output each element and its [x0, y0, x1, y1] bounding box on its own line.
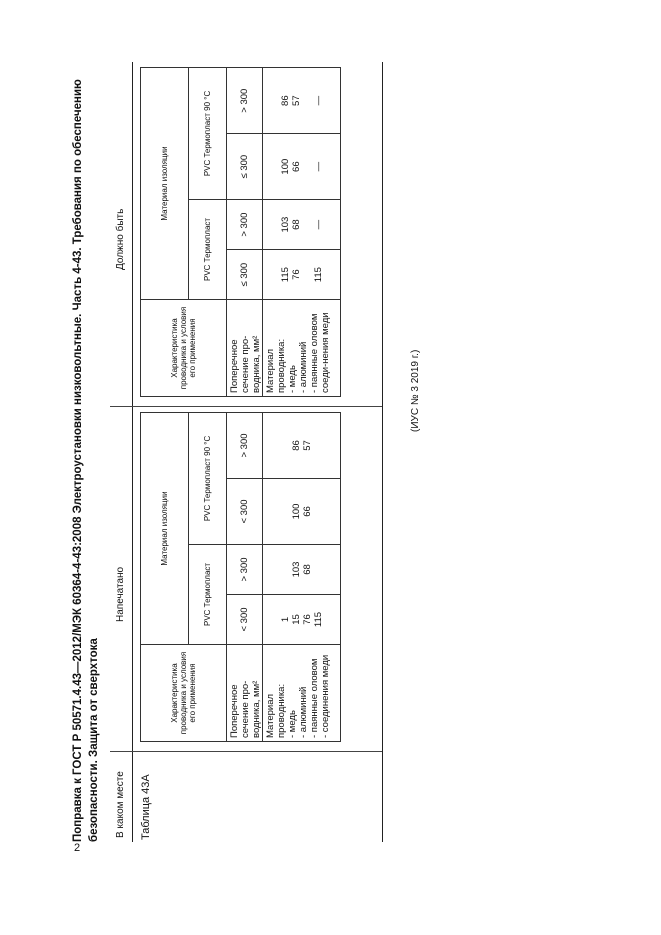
- printed-v1: 1 15 76 115: [263, 594, 341, 644]
- printed-table: [140, 412, 341, 742]
- correct-v1: 115 76 115: [263, 250, 341, 300]
- printed-material: Материал проводника: - медь - алюминий - паянные оловом - соединения меди: [263, 645, 341, 742]
- printed-char-header: Характеристика проводника и условия его применения: [141, 645, 227, 742]
- printed-cs1: < 300: [227, 594, 263, 644]
- correct-cross-section: Поперечное сечение про-водника, мм²: [227, 300, 263, 397]
- document-title: Поправка к ГОСТ Р 50571.4.43—2012/МЭК 60364-4-43:2008 Электроустановки низковольтные. Часть 4-43. Требования по обеспечению безопасности. Защита от сверхтока: [72, 79, 100, 842]
- col-where: В каком месте: [115, 771, 126, 838]
- correct-char-header: Характеристика проводника и условия его применения: [141, 300, 227, 397]
- printed-cs2: > 300: [227, 544, 263, 594]
- printed-insulation-header: Материал изоляции: [141, 413, 189, 645]
- correct-cs3: ≤ 300: [227, 134, 263, 200]
- printed-cs4: > 300: [227, 413, 263, 479]
- printed-cs3: < 300: [227, 479, 263, 545]
- printed-group2: PVC Термопласт 90 °С: [189, 413, 227, 545]
- correct-material: Материал проводника: - медь - алюминий - паянные оловом соеди-нения меди: [263, 300, 341, 397]
- printed-v3: 100 66: [263, 479, 341, 545]
- correct-cs4: > 300: [227, 68, 263, 134]
- correct-cs2: > 300: [227, 199, 263, 249]
- correct-v3: 100 66 —: [263, 134, 341, 200]
- correct-v2: 103 68 —: [263, 199, 341, 249]
- col-divider-2: [110, 406, 382, 407]
- correct-insulation-header: Материал изоляции: [141, 68, 189, 300]
- issue-caption: (ИУС № 3 2019 г.): [410, 349, 421, 432]
- correct-table: [140, 67, 341, 397]
- printed-group1: PVC Термопласт: [189, 544, 227, 644]
- bottom-rule: [382, 62, 383, 842]
- correct-group1: PVC Термопласт: [189, 199, 227, 299]
- correct-cs1: ≤ 300: [227, 250, 263, 300]
- rotated-page: [70, 42, 421, 842]
- col-printed: Напечатано: [115, 566, 126, 622]
- correct-v4: 86 57 —: [263, 68, 341, 134]
- header-rule: [132, 62, 133, 842]
- col-should-be: Должно быть: [115, 208, 126, 270]
- printed-cross-section: Поперечное сечение про-водника, мм²: [227, 645, 263, 742]
- page-number: 2: [74, 842, 81, 854]
- col-divider-1: [110, 751, 382, 752]
- row-label: Таблица 43А: [140, 774, 152, 840]
- correct-group2: PVC Термопласт 90 °С: [189, 68, 227, 200]
- printed-v2: 103 68: [263, 544, 341, 594]
- printed-v4: 86 57: [263, 413, 341, 479]
